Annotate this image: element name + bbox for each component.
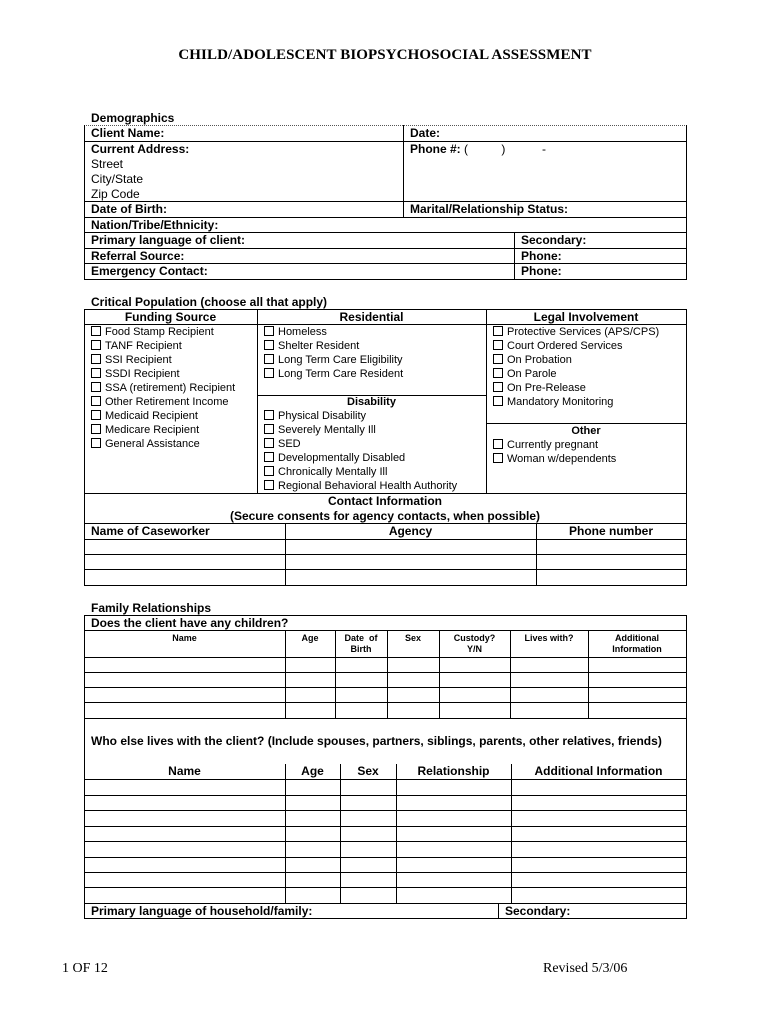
critical-population-heading: Critical Population (choose all that apply) [91, 295, 328, 309]
primary-language-label: Primary language of client: [91, 233, 246, 247]
children-col-lives-with: Lives with? [524, 633, 574, 643]
household-col-name: Name [168, 764, 201, 778]
caseworker-column-header: Name of Caseworker [91, 524, 210, 538]
checkbox-shelter-resident[interactable]: Shelter Resident [264, 339, 359, 353]
residential-header: Residential [339, 310, 404, 324]
checkbox-icon [264, 326, 274, 336]
checkbox-icon [264, 410, 274, 420]
nation-tribe-label: Nation/Tribe/Ethnicity: [91, 218, 219, 232]
children-col-sex: Sex [404, 633, 421, 643]
children-col-custody: Custody? Y/N [453, 633, 496, 654]
household-secondary-label: Secondary: [505, 904, 571, 918]
checkbox-ltc-resident[interactable]: Long Term Care Resident [264, 367, 403, 381]
lives-with-question: Who else lives with the client? (Include spouses, partners, siblings, parents, other relatives, friends) [91, 734, 662, 748]
phone-mask: ( ) - [464, 142, 547, 156]
checkbox-icon [264, 424, 274, 434]
checkbox-icon [493, 354, 503, 364]
checkbox-icon [493, 453, 503, 463]
checkbox-icon [264, 438, 274, 448]
page-number: 1 OF 12 [62, 961, 108, 976]
demographics-heading: Demographics [91, 111, 175, 125]
checkbox-icon [91, 354, 101, 364]
checkbox-developmentally-disabled[interactable]: Developmentally Disabled [264, 451, 405, 465]
checkbox-general-assistance[interactable]: General Assistance [91, 437, 200, 451]
household-col-sex: Sex [357, 764, 379, 778]
legal-involvement-header: Legal Involvement [533, 310, 639, 324]
checkbox-icon [264, 340, 274, 350]
phone-label: Phone #: [410, 142, 461, 156]
checkbox-mandatory-monitoring[interactable]: Mandatory Monitoring [493, 395, 613, 409]
checkbox-food-stamp[interactable]: Food Stamp Recipient [91, 325, 214, 339]
checkbox-icon [264, 452, 274, 462]
referral-phone-label: Phone: [521, 249, 562, 263]
checkbox-icon [493, 396, 503, 406]
funding-source-header: Funding Source [124, 310, 217, 324]
children-col-additional: Additional Information [612, 633, 662, 654]
children-col-name: Name [172, 633, 197, 643]
checkbox-ssdi[interactable]: SSDI Recipient [91, 367, 180, 381]
checkbox-medicaid[interactable]: Medicaid Recipient [91, 409, 198, 423]
checkbox-severely-mentally-ill[interactable]: Severely Mentally Ill [264, 423, 376, 437]
emergency-phone-label: Phone: [521, 264, 562, 278]
current-address-label: Current Address: [91, 142, 190, 156]
referral-source-label: Referral Source: [91, 249, 185, 263]
street-label: Street [91, 157, 124, 171]
children-col-dob: Date of Birth [344, 633, 381, 654]
checkbox-on-pre-release[interactable]: On Pre-Release [493, 381, 586, 395]
household-language-label: Primary language of household/family: [91, 904, 313, 918]
checkbox-homeless[interactable]: Homeless [264, 325, 327, 339]
checkbox-ssa-retirement[interactable]: SSA (retirement) Recipient [91, 381, 235, 395]
household-col-age: Age [301, 764, 324, 778]
revision-date: Revised 5/3/06 [543, 961, 628, 976]
checkbox-icon [493, 368, 503, 378]
checkbox-on-probation[interactable]: On Probation [493, 353, 572, 367]
checkbox-icon [264, 368, 274, 378]
checkbox-icon [493, 326, 503, 336]
children-question: Does the client have any children? [91, 616, 289, 630]
checkbox-protective-services[interactable]: Protective Services (APS/CPS) [493, 325, 659, 339]
checkbox-regional-bha[interactable]: Regional Behavioral Health Authority [264, 479, 457, 493]
checkbox-icon [264, 466, 274, 476]
checkbox-woman-dependents[interactable]: Woman w/dependents [493, 452, 616, 466]
date-label: Date: [410, 126, 441, 140]
date-of-birth-label: Date of Birth: [91, 202, 167, 216]
checkbox-icon [91, 396, 101, 406]
checkbox-icon [91, 438, 101, 448]
page-title: CHILD/ADOLESCENT BIOPSYCHOSOCIAL ASSESSMENT [178, 47, 592, 63]
checkbox-icon [493, 382, 503, 392]
checkbox-icon [91, 368, 101, 378]
checkbox-ssi[interactable]: SSI Recipient [91, 353, 172, 367]
agency-column-header: Agency [388, 524, 433, 538]
checkbox-tanf[interactable]: TANF Recipient [91, 339, 182, 353]
other-header: Other [571, 425, 601, 437]
checkbox-court-ordered[interactable]: Court Ordered Services [493, 339, 623, 353]
client-name-label: Client Name: [91, 126, 165, 140]
checkbox-icon [91, 410, 101, 420]
checkbox-physical-disability[interactable]: Physical Disability [264, 409, 366, 423]
family-relationships-heading: Family Relationships [91, 601, 212, 615]
checkbox-on-parole[interactable]: On Parole [493, 367, 557, 381]
checkbox-medicare[interactable]: Medicare Recipient [91, 423, 199, 437]
disability-header: Disability [347, 396, 396, 408]
household-col-relationship: Relationship [417, 764, 490, 778]
city-state-label: City/State [91, 172, 144, 186]
zip-code-label: Zip Code [91, 187, 140, 201]
children-col-age: Age [301, 633, 319, 643]
contact-info-header: Contact Information [328, 494, 442, 508]
checkbox-ltc-eligibility[interactable]: Long Term Care Eligibility [264, 353, 403, 367]
phone-number-column-header: Phone number [568, 524, 653, 538]
checkbox-icon [493, 340, 503, 350]
secondary-language-label: Secondary: [521, 233, 587, 247]
checkbox-icon [91, 424, 101, 434]
checkbox-icon [264, 354, 274, 364]
marital-status-label: Marital/Relationship Status: [410, 202, 569, 216]
checkbox-currently-pregnant[interactable]: Currently pregnant [493, 438, 598, 452]
checkbox-icon [91, 340, 101, 350]
checkbox-icon [493, 439, 503, 449]
checkbox-icon [264, 480, 274, 490]
emergency-contact-label: Emergency Contact: [91, 264, 208, 278]
checkbox-icon [91, 326, 101, 336]
contact-info-subheader: (Secure consents for agency contacts, when possible) [229, 509, 541, 523]
household-col-additional: Additional Information [534, 764, 663, 778]
checkbox-other-retirement[interactable]: Other Retirement Income [91, 395, 229, 409]
checkbox-sed[interactable]: SED [264, 437, 301, 451]
checkbox-icon [91, 382, 101, 392]
checkbox-chronically-mentally-ill[interactable]: Chronically Mentally Ill [264, 465, 387, 479]
